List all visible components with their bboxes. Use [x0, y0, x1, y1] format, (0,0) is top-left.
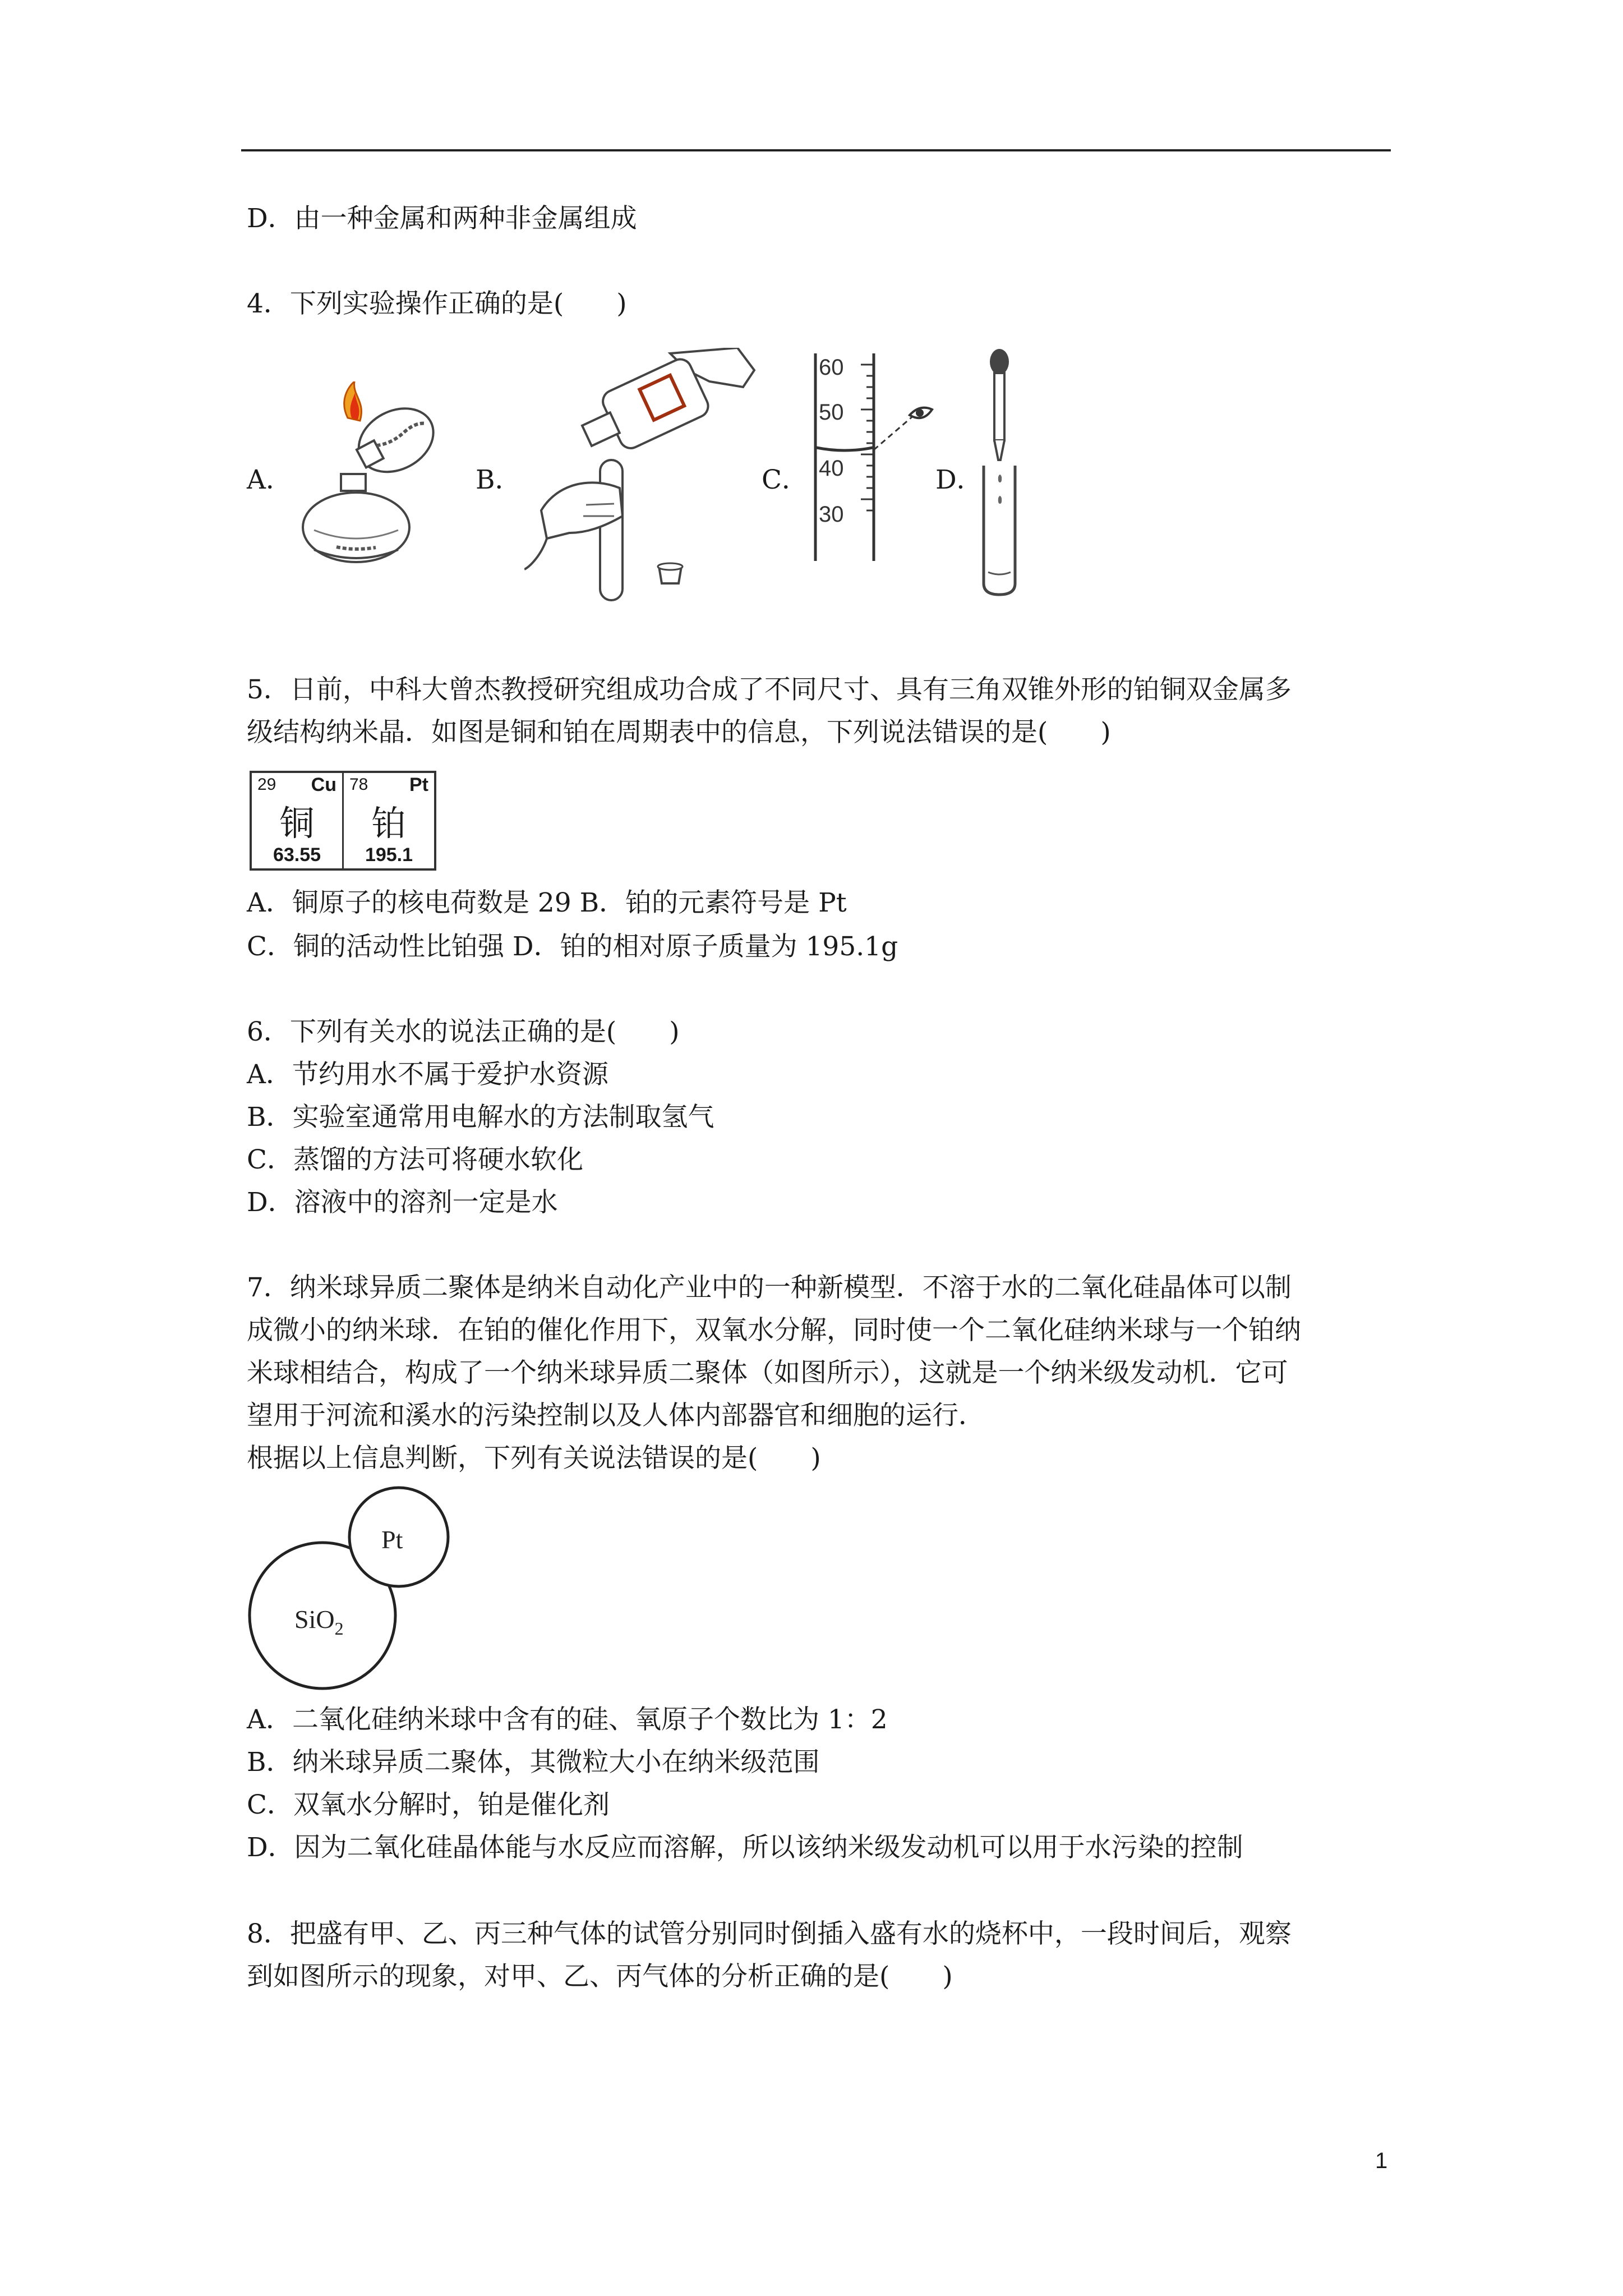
q6-option-a: A．节约用水不属于爱护水资源	[247, 1059, 608, 1090]
platinum-name: 铂	[371, 803, 407, 844]
nanoball-dimer-figure	[244, 1481, 457, 1694]
pouring-liquid-figure	[524, 348, 760, 606]
platinum-atomic-mass: 195.1	[365, 844, 413, 866]
q4-stem: 4．下列实验操作正确的是( )	[247, 288, 627, 319]
platinum-symbol: Pt	[409, 774, 428, 795]
copper-name: 铜	[279, 803, 315, 844]
q8-stem-line1: 8．把盛有甲、乙、丙三种气体的试管分别同时倒插入盛有水的烧杯中，一段时间后，观察	[247, 1918, 1292, 1949]
header-rule	[241, 149, 1391, 151]
sio2-subscript: 2	[334, 1618, 344, 1639]
q7-stem-line3: 米球相结合，构成了一个纳米球异质二聚体（如图所示），这就是一个纳米级发动机．它可	[247, 1358, 1288, 1388]
cylinder-tick-60: 60	[819, 355, 844, 380]
q6-option-d: D．溶液中的溶剂一定是水	[247, 1187, 558, 1218]
q7-stem-line5: 根据以上信息判断，下列有关说法错误的是( )	[247, 1443, 821, 1474]
q6-option-b: B．实验室通常用电解水的方法制取氢气	[247, 1102, 714, 1133]
cylinder-tick-30: 30	[819, 502, 844, 527]
q7-option-d: D．因为二氧化硅晶体能与水反应而溶解，所以该纳米级发动机可以用于水污染的控制	[247, 1832, 1243, 1863]
q4-option-a-label: A．	[247, 464, 292, 495]
q6-option-c: C．蒸馏的方法可将硬水软化	[247, 1144, 583, 1175]
q6-stem: 6．下列有关水的说法正确的是( )	[247, 1016, 680, 1047]
periodic-cell-platinum	[344, 773, 434, 868]
cylinder-tick-50: 50	[819, 400, 844, 425]
copper-atomic-mass: 63.55	[273, 844, 321, 866]
q4-option-d-label: D．	[935, 464, 983, 495]
copper-symbol: Cu	[311, 774, 336, 795]
q7-option-b: B．纳米球异质二聚体，其微粒大小在纳米级范围	[247, 1747, 820, 1778]
q7-stem-line2: 成微小的纳米球．在铂的催化作用下，双氧水分解，同时使一个二氧化硅纳米球与一个铂纳	[247, 1315, 1301, 1346]
platinum-atomic-number: 78	[349, 775, 368, 794]
copper-atomic-number: 29	[257, 775, 276, 794]
periodic-cell-copper	[252, 773, 344, 868]
q5-stem-line2: 级结构纳米晶．如图是铜和铂在周期表中的信息，下列说法错误的是( )	[247, 717, 1111, 748]
periodic-table-entries	[250, 771, 436, 871]
sio2-label: SiO	[294, 1605, 335, 1634]
q3-option-d: D．由一种金属和两种非金属组成	[247, 203, 637, 234]
q7-option-a: A．二氧化硅纳米球中含有的硅、氧原子个数比为 1：2	[247, 1704, 888, 1735]
q5-options-ab: A．铜原子的核电荷数是 29 B．铂的元素符号是 Pt	[247, 887, 847, 918]
page-number: 1	[1375, 2148, 1388, 2173]
q5-options-cd: C．铜的活动性比铂强 D．铂的相对原子质量为 195.1g	[247, 931, 898, 962]
q7-stem-line4: 望用于河流和溪水的污染控制以及人体内部器官和细胞的运行．	[247, 1400, 985, 1431]
q7-stem-line1: 7．纳米球异质二聚体是纳米自动化产业中的一种新模型．不溶于水的二氧化硅晶体可以制	[247, 1272, 1292, 1303]
alcohol-lamp-figure	[292, 381, 460, 567]
q5-stem-line1: 5．日前，中科大曾杰教授研究组成功合成了不同尺寸、具有三角双锥外形的铂铜双金属多	[247, 674, 1292, 705]
cylinder-tick-40: 40	[819, 456, 844, 481]
graduated-cylinder-figure	[808, 353, 942, 567]
q4-option-b-label: B．	[476, 464, 522, 495]
dropper-figure	[976, 348, 1032, 600]
pt-label: Pt	[381, 1525, 403, 1554]
q4-option-c-label: C．	[762, 464, 808, 495]
q7-option-c: C．双氧水分解时，铂是催化剂	[247, 1789, 610, 1820]
q8-stem-line2: 到如图所示的现象，对甲、乙、丙气体的分析正确的是( )	[247, 1961, 953, 1992]
